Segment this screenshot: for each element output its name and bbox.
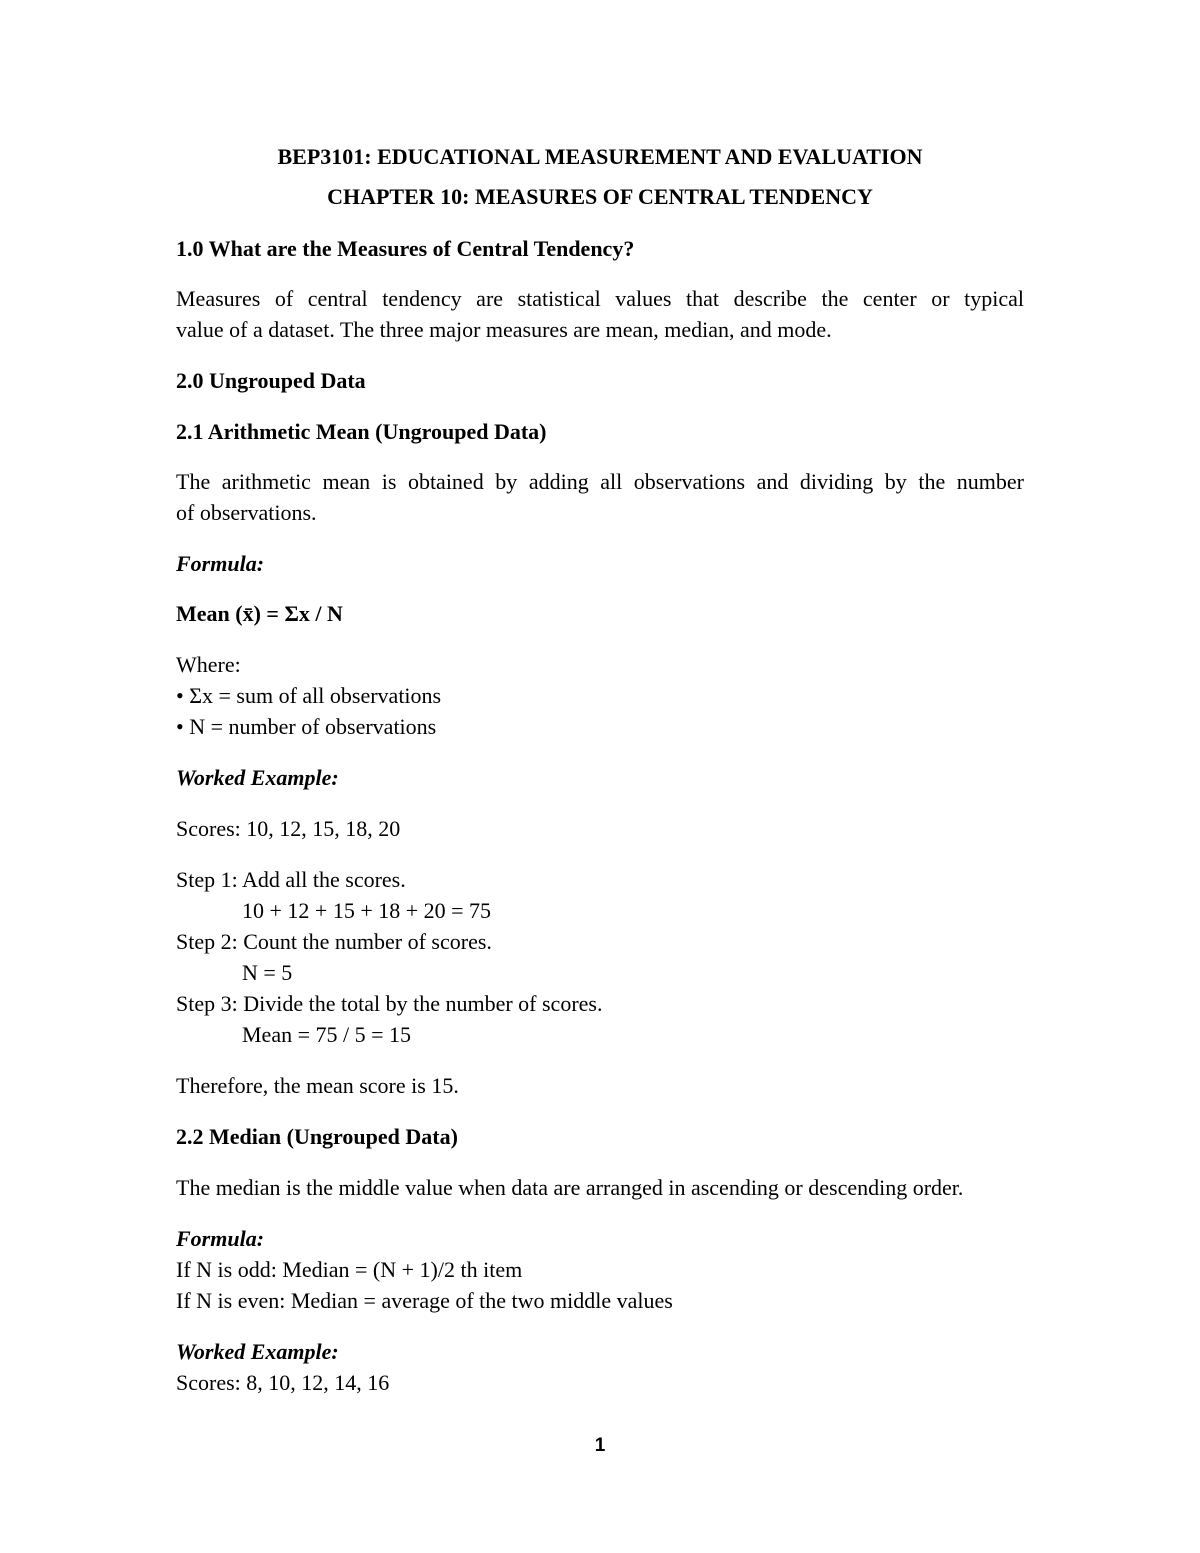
worked-example-label: Worked Example: <box>176 1339 339 1364</box>
formula-label: Formula: <box>176 551 265 576</box>
step-calculation: Mean = 75 / 5 = 15 <box>242 1022 412 1047</box>
median-formula-odd: If N is odd: Median = (N + 1)/2 th item <box>176 1257 523 1282</box>
paragraph-line: The median is the middle value when data are arranged in ascending or descending order. <box>176 1175 964 1200</box>
bullet-item: • N = number of observations <box>176 714 437 739</box>
paragraph-line: of observations. <box>176 500 317 525</box>
where-label: Where: <box>176 652 241 677</box>
section-heading-2-1: 2.1 Arithmetic Mean (Ungrouped Data) <box>176 419 547 444</box>
section-heading-1-0: 1.0 What are the Measures of Central Tendency? <box>176 236 635 261</box>
formula-label: Formula: <box>176 1226 265 1251</box>
bullet-item: • Σx = sum of all observations <box>176 683 442 708</box>
paragraph-line: Measures of central tendency are statistical values that describe the center or typical <box>176 286 1024 311</box>
paragraph-line: The arithmetic mean is obtained by adding all observations and dividing by the number <box>176 469 1024 494</box>
paragraph-line: value of a dataset. The three major measures are mean, median, and mode. <box>176 317 832 342</box>
scores-line: Scores: 10, 12, 15, 18, 20 <box>176 816 401 841</box>
step-calculation: 10 + 12 + 15 + 18 + 20 = 75 <box>242 898 492 923</box>
chapter-title: CHAPTER 10: MEASURES OF CENTRAL TENDENCY <box>327 184 873 209</box>
course-title: BEP3101: EDUCATIONAL MEASUREMENT AND EVALUATION <box>277 144 923 169</box>
section-heading-2-0: 2.0 Ungrouped Data <box>176 368 366 393</box>
scores-line: Scores: 8, 10, 12, 14, 16 <box>176 1370 390 1395</box>
worked-example-label: Worked Example: <box>176 765 339 790</box>
median-formula-even: If N is even: Median = average of the two middle values <box>176 1288 673 1313</box>
step-line: Step 2: Count the number of scores. <box>176 929 492 954</box>
step-calculation: N = 5 <box>242 960 293 985</box>
step-line: Step 3: Divide the total by the number of scores. <box>176 991 603 1016</box>
conclusion-line: Therefore, the mean score is 15. <box>176 1073 459 1098</box>
step-line: Step 1: Add all the scores. <box>176 867 406 892</box>
section-heading-2-2: 2.2 Median (Ungrouped Data) <box>176 1124 458 1149</box>
page-number: 1 <box>594 1435 606 1456</box>
mean-formula: Mean (x̄) = Σx / N <box>176 601 343 626</box>
